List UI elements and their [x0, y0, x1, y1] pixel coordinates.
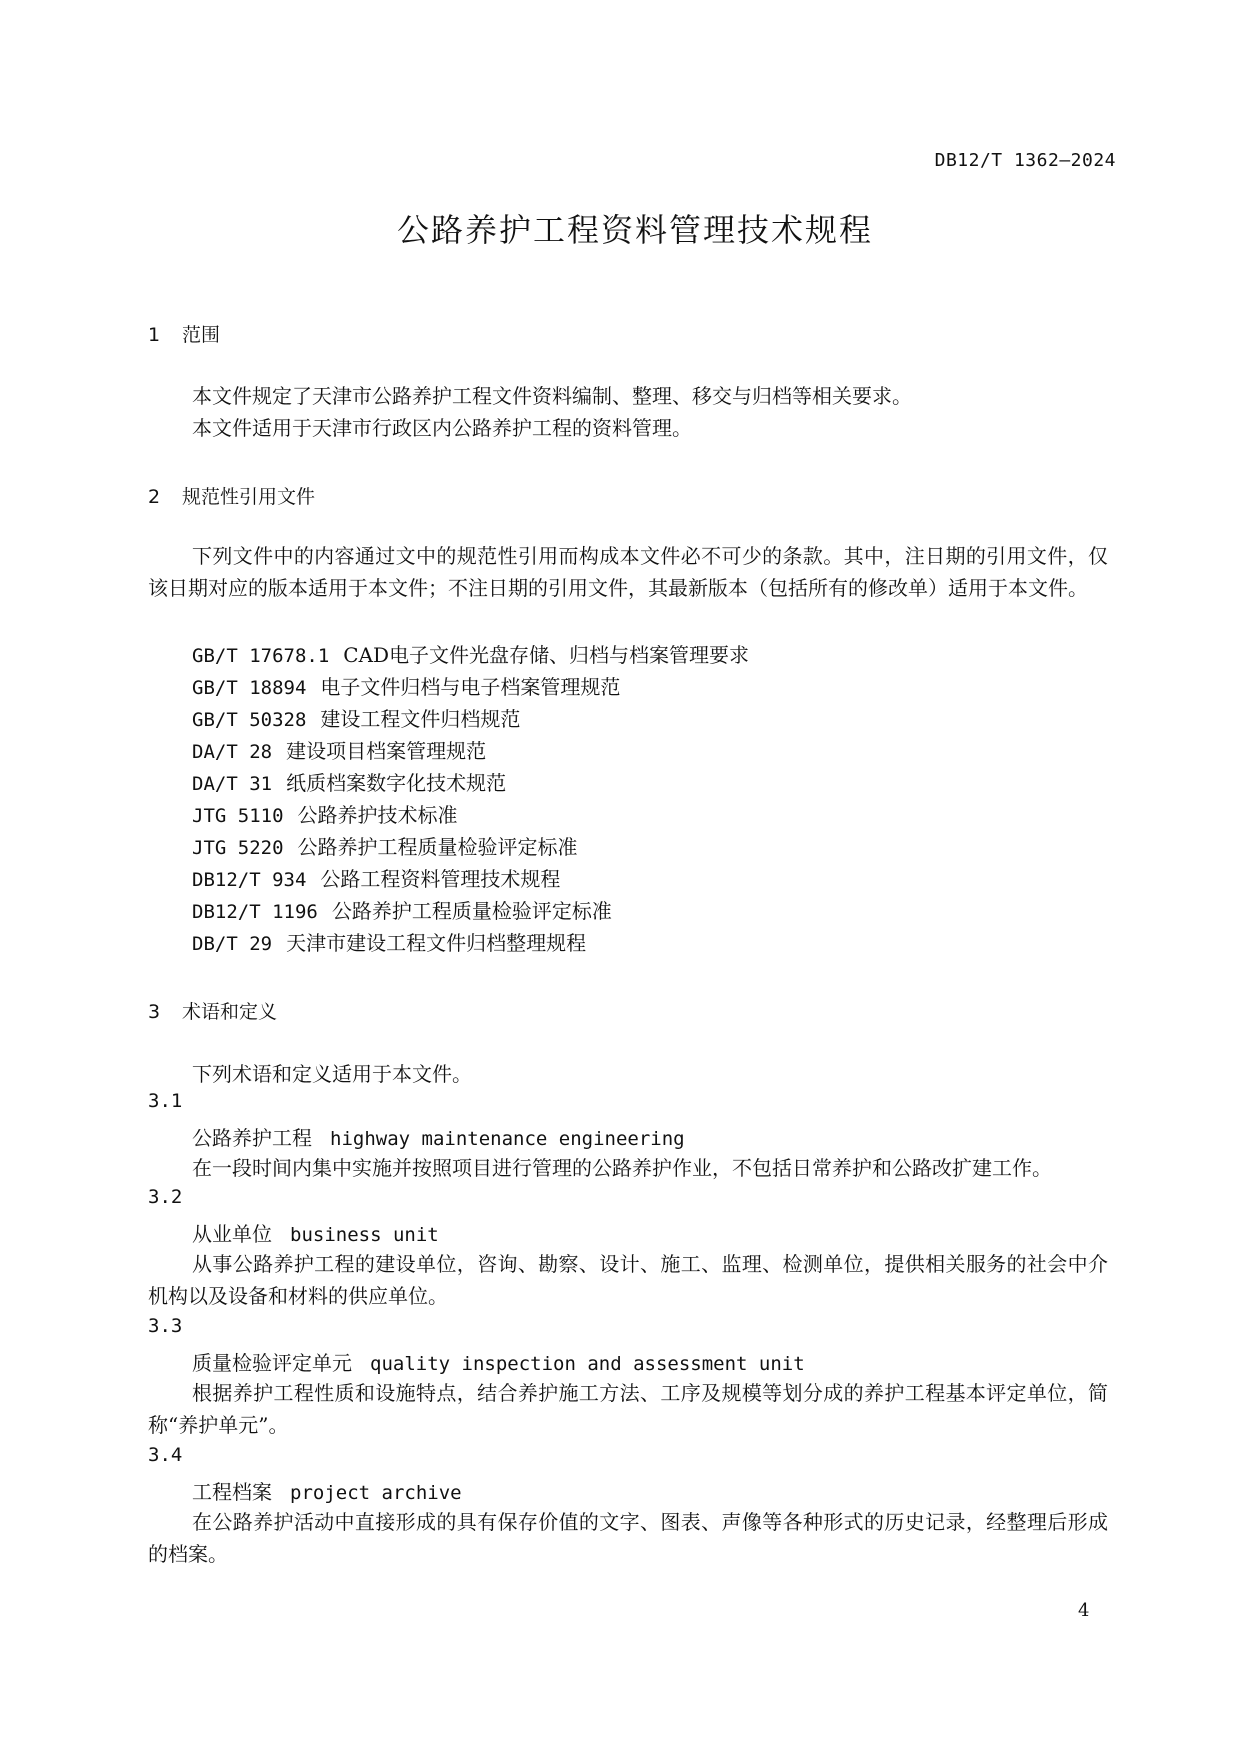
term-number: 3.2 [148, 1186, 183, 1208]
term-heading [192, 1122, 685, 1151]
paragraph: 本文件规定了天津市公路养护工程文件资料编制、整理、移交与归档等相关要求。 [192, 384, 912, 408]
paragraph: 本文件适用于天津市行政区内公路养护工程的资料管理。 [192, 416, 692, 440]
term-number: 3.1 [148, 1090, 183, 1112]
reference-item [192, 831, 578, 860]
term-number: 3.3 [148, 1315, 183, 1337]
reference-name: 公路养护工程质量检验评定标准 [297, 835, 578, 859]
term-chinese: 从业单位 [192, 1222, 272, 1246]
term-definition: 根据养护工程性质和设施特点，结合养护施工方法、工序及规模等划分成的养护工程基本评定单位，简称“养护单元”。 [148, 1381, 1108, 1437]
term-chinese: 公路养护工程 [192, 1126, 312, 1150]
section-number: 1 [148, 324, 161, 346]
reference-name: 公路养护技术标准 [297, 803, 458, 827]
term-definition: 从事公路养护工程的建设单位，咨询、勘察、设计、施工、监理、检测单位，提供相关服务的社会中介机构以及设备和材料的供应单位。 [148, 1252, 1108, 1308]
reference-code: GB/T 17678.1 [192, 645, 330, 667]
term-definition: 在一段时间内集中实施并按照项目进行管理的公路养护作业，不包括日常养护和公路改扩建工作。 [192, 1156, 1052, 1180]
reference-item [192, 639, 749, 668]
section-title: 术语和定义 [182, 1001, 278, 1023]
page-number: 4 [1078, 1600, 1090, 1621]
reference-code: DB12/T 1196 [192, 901, 318, 923]
term-english: quality inspection and assessment unit [370, 1353, 805, 1375]
reference-code: GB/T 18894 [192, 677, 307, 699]
section-number: 3 [148, 1001, 161, 1023]
reference-item [192, 927, 586, 956]
term-english: business unit [290, 1224, 439, 1246]
reference-code: JTG 5110 [192, 805, 284, 827]
reference-name: CAD电子文件光盘存储、归档与档案管理要求 [343, 643, 750, 667]
term-chinese: 工程档案 [192, 1480, 272, 1504]
document-code: DB12/T 1362—2024 [934, 150, 1116, 171]
reference-name: 建设项目档案管理规范 [286, 739, 487, 763]
reference-code: DB12/T 934 [192, 869, 307, 891]
reference-item [192, 863, 560, 892]
reference-name: 电子文件归档与电子档案管理规范 [320, 675, 621, 699]
term-english: project archive [290, 1482, 462, 1504]
reference-code: DA/T 28 [192, 741, 273, 763]
term-heading [192, 1347, 805, 1376]
section-title: 范围 [182, 324, 221, 346]
reference-item [192, 671, 620, 700]
term-chinese: 质量检验评定单元 [192, 1351, 352, 1375]
reference-item [192, 767, 506, 796]
section-heading [148, 997, 277, 1024]
reference-name: 公路工程资料管理技术规程 [320, 867, 561, 891]
reference-code: GB/T 50328 [192, 709, 307, 731]
reference-item [192, 703, 520, 732]
section-heading [148, 320, 220, 347]
section-number: 2 [148, 486, 161, 508]
reference-code: JTG 5220 [192, 837, 284, 859]
term-english: highway maintenance engineering [330, 1128, 685, 1150]
reference-code: DB/T 29 [192, 933, 273, 955]
reference-item [192, 799, 458, 828]
reference-code: DA/T 31 [192, 773, 273, 795]
reference-name: 天津市建设工程文件归档整理规程 [286, 931, 587, 955]
reference-name: 公路养护工程质量检验评定标准 [331, 899, 612, 923]
paragraph: 下列术语和定义适用于本文件。 [192, 1062, 472, 1086]
reference-item [192, 735, 486, 764]
term-number: 3.4 [148, 1444, 183, 1466]
term-heading [192, 1476, 462, 1505]
paragraph: 下列文件中的内容通过文中的规范性引用而构成本文件必不可少的条款。其中，注日期的引用文件，仅该日期对应的版本适用于本文件；不注日期的引用文件，其最新版本（包括所有的修改单）适用于本文件。 [148, 544, 1108, 600]
document-title: 公路养护工程资料管理技术规程 [396, 211, 873, 249]
reference-name: 建设工程文件归档规范 [320, 707, 521, 731]
term-definition: 在公路养护活动中直接形成的具有保存价值的文字、图表、声像等各种形式的历史记录，经整理后形成的档案。 [148, 1510, 1108, 1566]
reference-item [192, 895, 612, 924]
section-heading [148, 482, 315, 509]
reference-name: 纸质档案数字化技术规范 [286, 771, 507, 795]
section-title: 规范性引用文件 [182, 486, 316, 508]
term-heading [192, 1218, 439, 1247]
